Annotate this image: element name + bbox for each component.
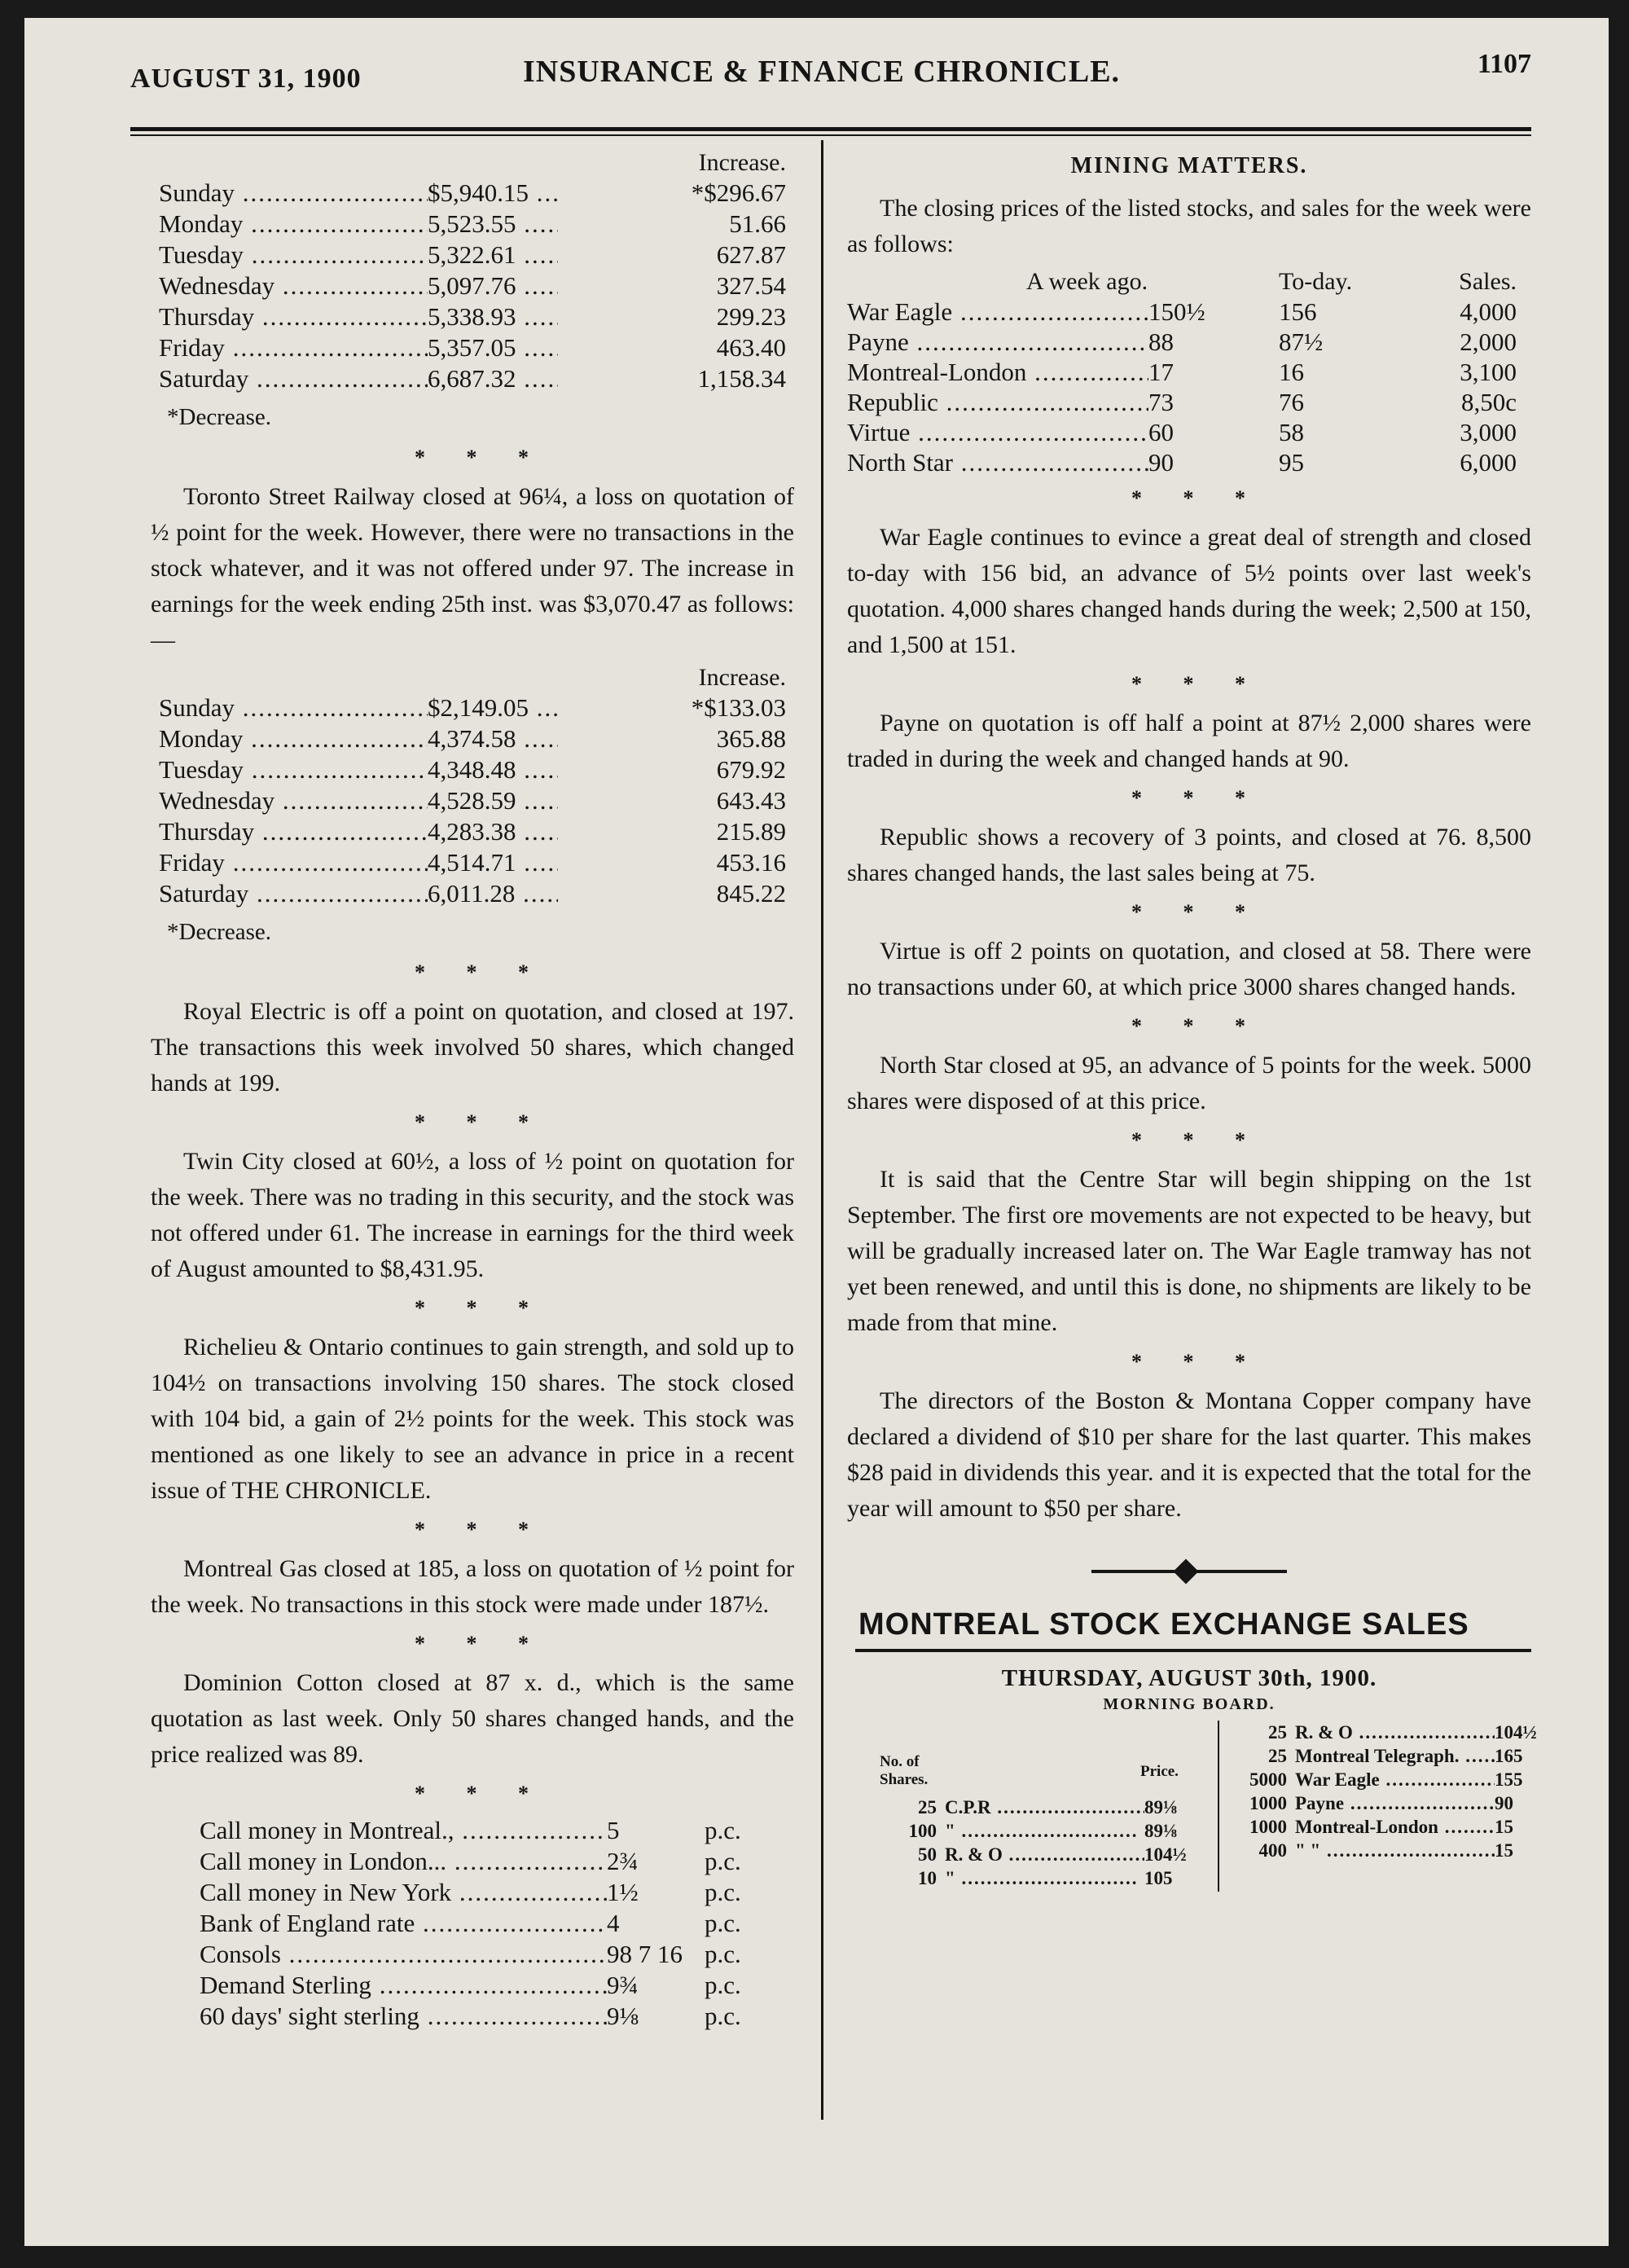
sale-qty: 25 [1268,1746,1287,1766]
day-cell: Wednesday ..... [159,785,428,816]
day-cell: Friday ..... [159,847,428,878]
sale-row [1230,1791,1556,1815]
rate-name: 60 days' sight sterling ..... [200,2001,607,2032]
header-date: AUGUST 31, 1900 [130,64,362,94]
sales-left-list [880,1796,1205,1890]
increase-cell: 845.22 [716,879,786,908]
table-row [159,178,802,209]
rate-name: Consols ..... [200,1939,607,1970]
article-payne: Payne on quotation is off half a point at 87½ 2,000 shares were traded in during the week and changed hands at 90. [847,710,1531,772]
rate-value: 4 [607,1909,620,1937]
week-ago-cell: 73 [1148,388,1174,416]
table-row [159,240,802,270]
increase-cell: 1,158.34 [697,364,786,393]
value-cell: 6,687.32 ..... [428,363,558,394]
table-row [847,357,1531,387]
sale-row [1230,1721,1556,1744]
sales-divider [1218,1721,1219,1892]
value-cell: 5,322.61 ..... [428,240,558,270]
value-cell: $5,940.15 ..... [428,178,558,209]
increase-cell: 453.16 [716,848,786,877]
article-richelieu-ontario: Richelieu & Ontario continues to gain strength, and sold up to 104½ on transactions involving 150 shares. The stock closed with 104 bid, a gain of 2½ points for the week. This stock was mentioned as one likely to see an advance in price in a recent issue of THE CHRONICLE. [151,1334,794,1504]
rate-unit: p.c. [705,1909,741,1937]
section-separator: * * * [415,960,547,984]
article-montreal-gas: Montreal Gas closed at 185, a loss on quotation of ½ point for the week. No transactions in this stock were made under 187½. [151,1555,794,1618]
sale-price: 90 [1495,1793,1513,1813]
rate-value: 9⅛ [607,2002,639,2030]
sales-cell: 3,000 [1460,418,1517,446]
sale-qty: 400 [1258,1840,1287,1861]
article-virtue: Virtue is off 2 points on quotation, and closed at 58. There were no transactions under 60, at which price 3000 shares changed hands. [847,938,1531,1000]
sale-price: 89⅛ [1144,1821,1178,1841]
week-ago-cell: 17 [1148,358,1174,386]
sale-stock: " ..... [945,1819,1144,1843]
table-row [847,447,1531,477]
table-row [159,754,802,785]
stock-name: Montreal-London ..... [847,357,1148,387]
sales-cell: 2,000 [1460,327,1517,356]
today-cell: 95 [1279,448,1304,477]
money-rates-table [200,1815,794,2032]
value-cell: 4,348.48 ..... [428,754,558,785]
rate-unit: p.c. [705,1878,741,1906]
section-separator: * * * [415,1110,547,1134]
week-ago-cell: 88 [1148,327,1174,356]
rate-row [200,1908,794,1939]
stock-exchange-rule [855,1649,1531,1652]
rate-value: 9¾ [607,1971,639,1999]
sale-row [1230,1768,1556,1791]
sale-row [880,1866,1205,1890]
day-cell: Saturday ..... [159,363,428,394]
rate-name: Bank of England rate ..... [200,1908,607,1939]
sale-row [880,1819,1205,1843]
today-cell: 156 [1279,297,1317,326]
sale-stock: " " ..... [1295,1839,1495,1862]
sale-row [1230,1744,1556,1768]
sale-row [880,1796,1205,1819]
sales-cell: 3,100 [1460,358,1517,386]
table-row [159,692,802,723]
increase-cell: 327.54 [716,271,786,300]
table-row [159,723,802,754]
rate-name: Demand Sterling ..... [200,1970,607,2001]
increase-cell: 215.89 [716,817,786,846]
sale-price: 15 [1495,1817,1513,1837]
section-separator: * * * [415,446,547,469]
sale-stock: R. & O ..... [945,1843,1144,1866]
increase-cell: 627.87 [716,240,786,269]
week-ago-cell: 150½ [1148,297,1205,326]
ornament-diamond [1173,1558,1198,1584]
article-twin-city: Twin City closed at 60½, a loss of ½ point on quotation for the week. There was no trading in this security, and the stock was not offered under 61. The increase in earnings for the third week of August amounted to $8,431.95. [151,1148,794,1282]
column-divider [821,140,823,2120]
section-separator: * * * [415,1632,547,1655]
section-separator: * * * [1131,900,1263,924]
rate-unit: p.c. [705,1847,741,1875]
mining-table-header [847,267,1531,297]
newspaper-page [24,18,1609,2246]
table-row [847,297,1531,327]
day-cell: Monday ..... [159,209,428,240]
rate-unit: p.c. [705,1940,741,1968]
sale-qty: 100 [908,1821,937,1841]
table-row [159,785,802,816]
article-toronto-railway: Toronto Street Railway closed at 96¼, a loss on quotation of ½ point for the week. However, there were no transactions in the stock whatever, and it was not offered under 97. The increase in earnings for the week ending 25th inst. was $3,070.47 as follows:— [151,483,794,653]
day-cell: Thursday ..... [159,816,428,847]
sale-row [880,1843,1205,1866]
increase-cell: 643.43 [716,786,786,815]
week-ago-header: A week ago. [1026,268,1148,295]
sale-stock: Payne ..... [1295,1791,1495,1815]
rate-value: 2¾ [607,1847,639,1875]
increase-header: Increase. [698,149,786,176]
stock-exchange-date: THURSDAY, AUGUST 30th, 1900. [1001,1665,1377,1691]
day-cell: Monday ..... [159,723,428,754]
rate-row [200,1815,794,1846]
table-row [159,816,802,847]
rate-value: 5 [607,1816,620,1844]
header-rule-thin [130,134,1531,136]
today-cell: 76 [1279,388,1304,416]
today-cell: 58 [1279,418,1304,446]
section-separator: * * * [1131,1128,1263,1152]
value-cell: 5,523.55 ..... [428,209,558,240]
day-cell: Saturday ..... [159,878,428,909]
table-row [159,847,802,878]
mining-table [847,267,1531,477]
right-column [847,148,1537,1892]
table-row [159,878,802,909]
sale-stock: Montreal Telegraph. ..... [1295,1744,1495,1768]
shares-column-header: No. of Shares. [880,1753,929,1788]
rate-row [200,1877,794,1908]
stock-exchange-title: MONTREAL STOCK EXCHANGE SALES [858,1607,1469,1642]
section-title-mining: MINING MATTERS. [1070,153,1308,178]
sale-stock: R. & O ..... [1295,1721,1495,1744]
stock-exchange-sales [880,1721,1537,1892]
rate-name: Call money in Montreal., ..... [200,1815,607,1846]
today-cell: 87½ [1279,327,1324,356]
table-row [159,363,802,394]
rate-row [200,1939,794,1970]
sale-price: 105 [1144,1868,1173,1888]
value-cell: 6,011.28 ..... [428,878,558,909]
section-separator: * * * [1131,1014,1263,1038]
increase-header: Increase. [698,664,786,691]
increase-cell: 365.88 [716,724,786,753]
sales-cell: 4,000 [1460,297,1517,326]
sale-price: 104½ [1495,1722,1537,1743]
value-cell: 4,283.38 ..... [428,816,558,847]
stock-name: Virtue ..... [847,417,1148,447]
price-column-header: Price. [1140,1763,1179,1780]
week-ago-cell: 60 [1148,418,1174,446]
article-republic: Republic shows a recovery of 3 points, and closed at 76. 8,500 shares changed hands, the last sales being at 75. [847,824,1531,886]
table-row [847,417,1531,447]
rate-name: Call money in New York ..... [200,1877,607,1908]
sale-stock: Montreal-London ..... [1295,1815,1495,1839]
section-separator: * * * [1131,1350,1263,1374]
week-ago-cell: 90 [1148,448,1174,477]
ornament-divider [847,1554,1531,1587]
sale-qty: 5000 [1249,1769,1287,1790]
sales-right-list [1230,1721,1556,1862]
left-column [151,148,794,2032]
sale-qty: 25 [918,1797,937,1817]
sale-row [1230,1815,1556,1839]
earnings-table-1 [159,148,802,435]
value-cell: $2,149.05 ..... [428,692,558,723]
day-cell: Sunday ..... [159,178,428,209]
value-cell: 5,338.93 ..... [428,301,558,332]
rate-row [200,1970,794,2001]
sale-stock: War Eagle ..... [1295,1768,1495,1791]
table-row [159,209,802,240]
value-cell: 5,097.76 ..... [428,270,558,301]
sale-price: 89⅛ [1144,1797,1178,1817]
table-row [159,301,802,332]
value-cell: 4,528.59 ..... [428,785,558,816]
article-north-star: North Star closed at 95, an advance of 5 points for the week. 5000 shares were disposed of at this price. [847,1052,1531,1114]
table-row [159,332,802,363]
rate-unit: p.c. [705,2002,741,2030]
day-cell: Thursday ..... [159,301,428,332]
rate-row [200,2001,794,2032]
value-cell: 4,374.58 ..... [428,723,558,754]
section-separator: * * * [1131,672,1263,696]
section-separator: * * * [415,1296,547,1320]
page-header [130,49,1531,101]
sale-qty: 50 [918,1844,937,1865]
rate-unit: p.c. [705,1816,741,1844]
section-separator: * * * [415,1518,547,1541]
section-separator: * * * [415,1782,547,1805]
table-row [847,327,1531,357]
stock-name: War Eagle ..... [847,297,1148,327]
article-royal-electric: Royal Electric is off a point on quotation, and closed at 197. The transactions this week involved 50 shares, which changed hands at 199. [151,998,794,1097]
sale-price: 104½ [1144,1844,1187,1865]
increase-cell: 463.40 [716,333,786,362]
rate-row [200,1846,794,1877]
value-cell: 5,357.05 ..... [428,332,558,363]
day-cell: Wednesday ..... [159,270,428,301]
page-number: 1107 [1477,49,1531,79]
sale-price: 15 [1495,1840,1513,1861]
today-header: To-day. [1279,268,1353,295]
section-separator: * * * [1131,486,1263,510]
header-rule [130,127,1531,131]
stock-name: North Star ..... [847,447,1148,477]
increase-cell: 51.66 [729,209,786,238]
sales-cell: 6,000 [1460,448,1517,477]
day-cell: Friday ..... [159,332,428,363]
rate-value: 98 7 16 [607,1940,683,1968]
decrease-note: *Decrease. [167,919,271,945]
rate-value: 1½ [607,1878,639,1906]
table-row [159,270,802,301]
sale-qty: 10 [918,1868,937,1888]
stock-name: Republic ..... [847,387,1148,417]
sale-row [1230,1839,1556,1862]
article-boston-montana: The directors of the Boston & Montana Copper company have declared a dividend of $10 per share for the last quarter. This makes $28 paid in dividends this year. and it is expected that the total for the year will amount to $50 per share. [847,1387,1531,1522]
sale-qty: 1000 [1249,1793,1287,1813]
rate-unit: p.c. [705,1971,741,1999]
rate-name: Call money in London... ..... [200,1846,607,1877]
table-row [847,387,1531,417]
day-cell: Tuesday ..... [159,240,428,270]
value-cell: 4,514.71 ..... [428,847,558,878]
day-cell: Tuesday ..... [159,754,428,785]
article-dominion-cotton: Dominion Cotton closed at 87 x. d., which is the same quotation as last week. Only 50 shares changed hands, and the price realized was 89. [151,1669,794,1768]
mining-intro: The closing prices of the listed stocks, and sales for the week were as follows: [847,195,1531,257]
sale-price: 165 [1495,1746,1523,1766]
sale-price: 155 [1495,1769,1523,1790]
sale-qty: 25 [1268,1722,1287,1743]
sale-stock: " ..... [945,1866,1144,1890]
increase-cell: 679.92 [716,755,786,784]
sales-header: Sales. [1459,268,1517,295]
day-cell: Sunday ..... [159,692,428,723]
increase-cell: 299.23 [716,302,786,331]
today-cell: 16 [1279,358,1304,386]
section-separator: * * * [1131,786,1263,810]
increase-cell: *$296.67 [691,178,786,207]
increase-cell: *$133.03 [691,693,786,722]
sale-qty: 1000 [1249,1817,1287,1837]
stock-name: Payne ..... [847,327,1148,357]
header-title: INSURANCE & FINANCE CHRONICLE. [523,55,1121,89]
sale-stock: C.P.R ..... [945,1796,1144,1819]
article-war-eagle: War Eagle continues to evince a great deal of strength and closed to-day with 156 bid, an advance of 5½ points over last week's quotation. 4,000 shares changed hands during the week; 2,500 at 150, and 1,500 at 151. [847,524,1531,658]
decrease-note: *Decrease. [167,404,271,430]
earnings-table-2 [159,663,802,950]
morning-board-label: MORNING BOARD. [1103,1695,1276,1713]
sales-cell: 8,50c [1460,388,1517,416]
article-centre-star: It is said that the Centre Star will begin shipping on the 1st September. The first ore movements are not expected to be heavy, but will be gradually increased later on. The War Eagle tramway has not yet been renewed, and until this is done, no shipments are likely to be made from that mine. [847,1166,1531,1336]
